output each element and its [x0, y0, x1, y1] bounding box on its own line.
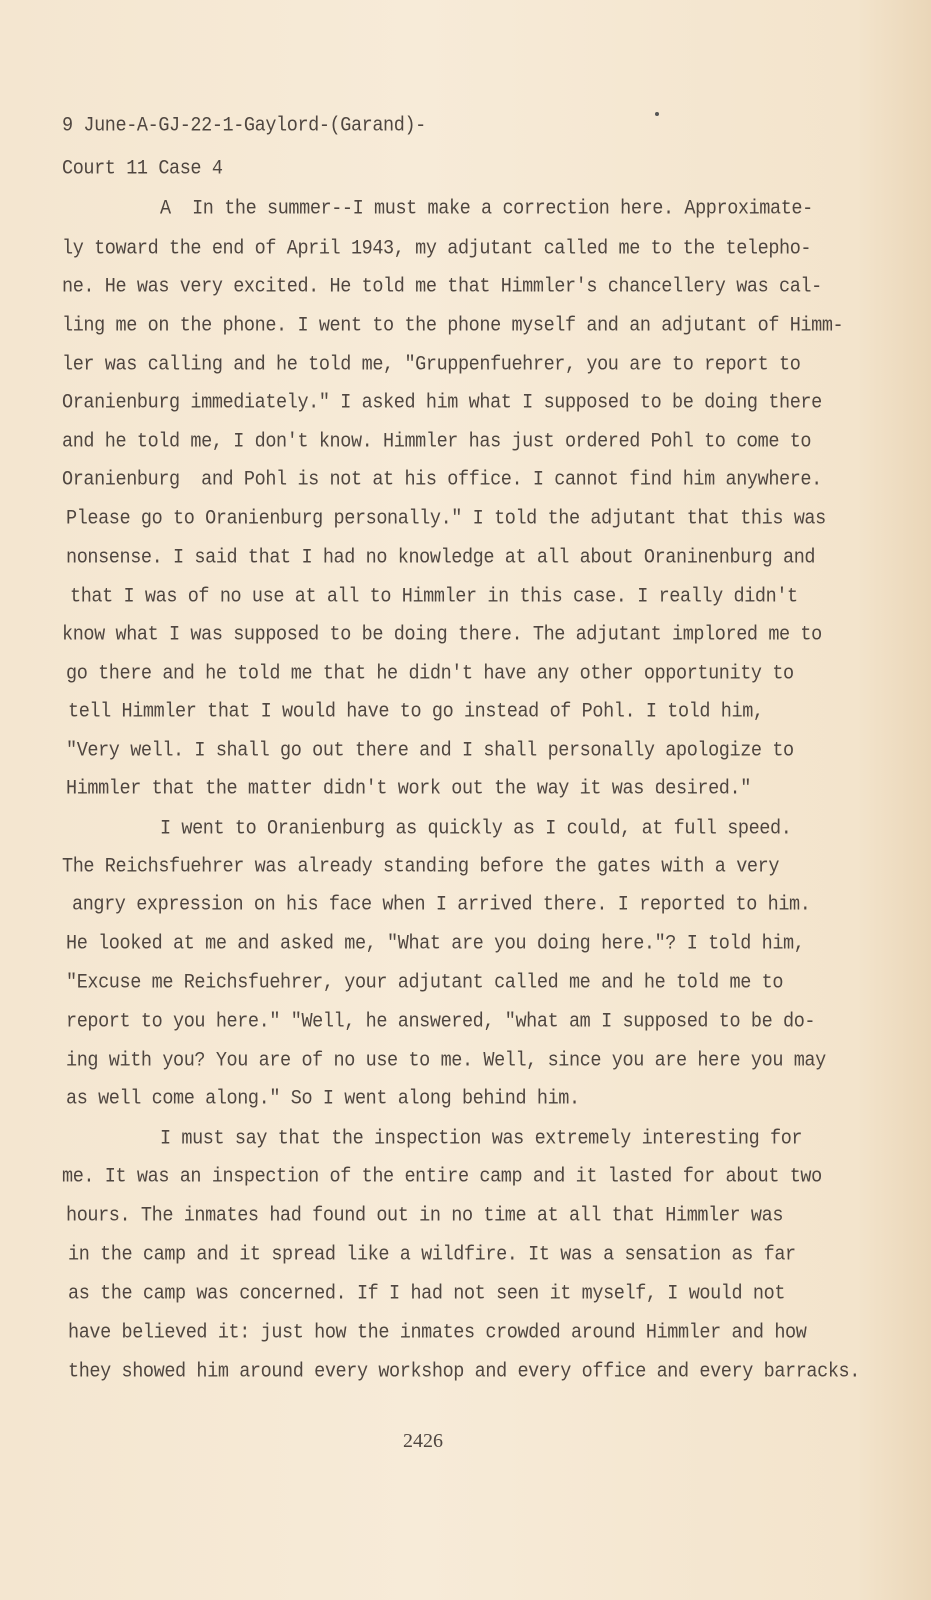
ink-speck — [655, 112, 659, 116]
text-line: I went to Oranienburg as quickly as I could, at full speed. — [160, 816, 792, 840]
text-line: hours. The inmates had found out in no time at all that Himmler was — [66, 1203, 784, 1227]
text-line: know what I was supposed to be doing there. The adjutant implored me to — [62, 622, 822, 646]
text-line: ly toward the end of April 1943, my adjutant called me to the telepho- — [62, 236, 812, 260]
text-line: I must say that the inspection was extremely interesting for — [160, 1126, 803, 1150]
text-line: report to you here." "Well, he answered, "what am I supposed to be do- — [66, 1009, 816, 1033]
text-line: angry expression on his face when I arrived there. I reported to him. — [72, 892, 811, 916]
text-line: ne. He was very excited. He told me that Himmler's chancellery was cal- — [62, 274, 822, 298]
text-line: go there and he told me that he didn't have any other opportunity to — [66, 661, 794, 685]
text-line: "Excuse me Reichsfuehrer, your adjutant called me and he told me to — [66, 970, 784, 994]
text-line: they showed him around every workshop and every office and every barracks. — [68, 1359, 860, 1383]
text-line: Oranienburg and Pohl is not at his office. I cannot find him anywhere. — [62, 467, 822, 491]
text-line: that I was of no use at all to Himmler in this case. I really didn't — [70, 584, 798, 608]
text-line: nonsense. I said that I had no knowledge at all about Oraninenburg and — [66, 545, 816, 569]
text-line: and he told me, I don't know. Himmler has just ordered Pohl to come to — [62, 429, 812, 453]
text-line: Himmler that the matter didn't work out the way it was desired." — [66, 776, 751, 800]
document-slug: 9 June-A-GJ-22-1-Gaylord-(Garand)- — [62, 113, 426, 137]
text-line: Please go to Oranienburg personally." I told the adjutant that this was — [66, 506, 826, 530]
court-case: Court 11 Case 4 — [62, 156, 223, 180]
text-line: have believed it: just how the inmates crowded around Himmler and how — [68, 1320, 807, 1344]
text-line: The Reichsfuehrer was already standing before the gates with a very — [62, 854, 780, 878]
text-line: tell Himmler that I would have to go instead of Pohl. I told him, — [68, 699, 764, 723]
text-line: "Very well. I shall go out there and I shall personally apologize to — [66, 738, 794, 762]
text-line: in the camp and it spread like a wildfire. It was a sensation as far — [68, 1242, 796, 1266]
page-number: 2426 — [403, 1430, 443, 1452]
text-line: as well come along." So I went along behind him. — [66, 1086, 580, 1110]
text-line: ler was calling and he told me, "Gruppenfuehrer, you are to report to — [62, 352, 801, 376]
text-line: ing with you? You are of no use to me. Well, since you are here you may — [66, 1048, 826, 1072]
text-line: ling me on the phone. I went to the phone myself and an adjutant of Himm- — [62, 313, 844, 337]
text-line: me. It was an inspection of the entire camp and it lasted for about two — [62, 1164, 822, 1188]
text-line: A In the summer--I must make a correction here. Approximate- — [160, 196, 813, 220]
text-line: as the camp was concerned. If I had not seen it myself, I would not — [68, 1281, 786, 1305]
text-line: He looked at me and asked me, "What are you doing here."? I told him, — [66, 931, 805, 955]
text-line: Oranienburg immediately." I asked him what I supposed to be doing there — [62, 390, 822, 414]
